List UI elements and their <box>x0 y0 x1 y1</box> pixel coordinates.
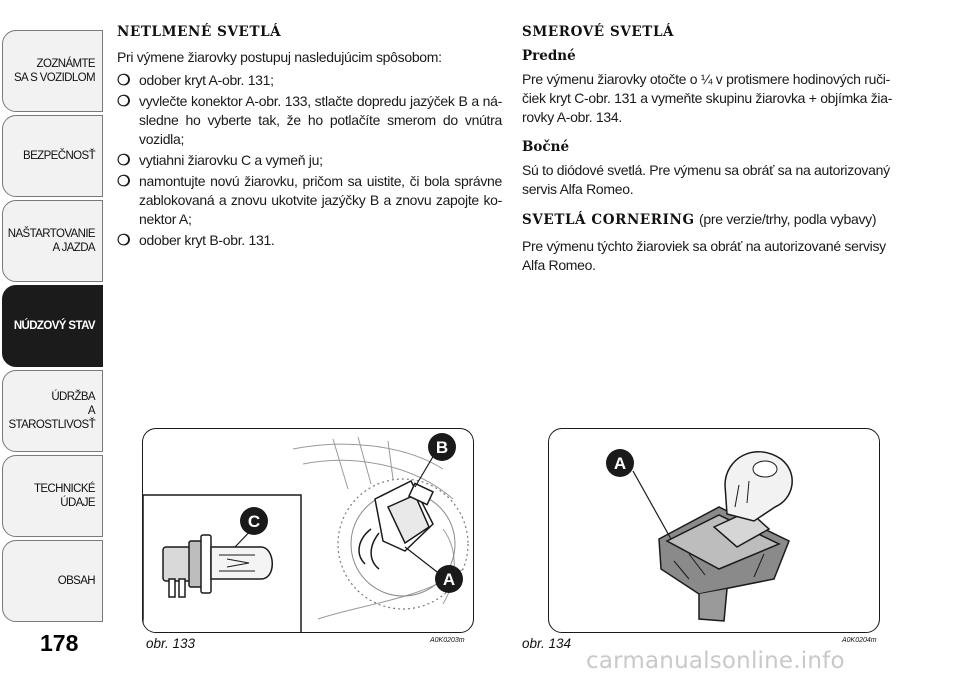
bullet-icon: ❍ <box>117 173 131 190</box>
tab-zoznamte[interactable]: ZOZNÁMTE SA S VOZIDLOM <box>2 30 103 112</box>
headlight-illustration <box>143 429 474 633</box>
svg-text:C: C <box>247 512 261 531</box>
watermark: carmanualsonline.info <box>586 648 845 674</box>
svg-text:A: A <box>613 454 627 473</box>
list-item: ❍ odober kryt A-obr. 131; <box>117 72 274 89</box>
figure-133 <box>142 428 474 633</box>
intro-text: Pri výmene žiarovky postupuj nasledujúcim spôsobom: <box>117 49 442 65</box>
figure-133-code: A0K0203m <box>430 637 465 644</box>
svg-text:A: A <box>442 570 456 589</box>
front-text: Pre výmenu žiarovky otočte o ¼ v protismere hodinových ruči-čiek kryt C-obr. 131 a vymeňte skupinu žiarovka + objímka žia-rovky A-obr. 134. <box>522 71 893 125</box>
tab-nudzovy-stav[interactable]: NÚDZOVÝ STAV <box>2 285 103 367</box>
cornering-text: Pre výmenu týchto žiaroviek sa obráť na autorizované servisy Alfa Romeo. <box>522 238 886 273</box>
bullet-icon: ❍ <box>117 93 131 110</box>
cornering-note: (pre verzie/trhy, podla vybavy) <box>699 211 877 227</box>
bullet-icon: ❍ <box>117 152 131 169</box>
side-text: Sú to diódové svetlá. Pre výmenu sa obráť sa na autorizovaný servis Alfa Romeo. <box>522 162 890 197</box>
tab-udrzba[interactable]: ÚDRŽBA A STAROSTLIVOSŤ <box>2 370 103 452</box>
tab-obsah[interactable]: OBSAH <box>2 540 103 622</box>
list-item: ❍ vyvlečte konektor A-obr. 133, stlačte dopredu jazýček B a ná-sledne ho vyberte tak, že ho potlačíte smerom do vnútra vozidla; <box>117 93 502 147</box>
section-heading-low-beam: NETLMENÉ SVETLÁ <box>117 24 282 40</box>
bullet-icon: ❍ <box>117 72 131 89</box>
tab-technicke-udaje[interactable]: TECHNICKÉ ÚDAJE <box>2 455 103 537</box>
section-heading-turn-signals: SMEROVÉ SVETLÁ <box>522 24 675 40</box>
left-column <box>117 24 502 252</box>
subheading-front: Predné <box>522 48 576 64</box>
tab-bezpecnost[interactable]: BEZPEČNOSŤ <box>2 115 103 197</box>
steps-list <box>117 71 502 250</box>
page-number: 178 <box>40 630 79 656</box>
tab-nastartovanie[interactable]: NAŠTARTOVANIE A JAZDA <box>2 200 103 282</box>
subheading-side: Bočné <box>522 139 570 155</box>
list-item: ❍ odober kryt B-obr. 131. <box>117 232 275 249</box>
list-item: ❍ namontujte novú žiarovku, pričom sa uistite, či bola správne zablokovaná a znovu ukotvite jazýčky B a znovu zapojte ko-nektor A; <box>117 173 502 227</box>
bulb-holder-illustration <box>549 429 880 633</box>
figure-133-caption: obr. 133 <box>146 636 196 651</box>
bullet-icon: ❍ <box>117 232 131 249</box>
cornering-heading-line <box>522 211 910 229</box>
figure-134 <box>548 428 880 633</box>
right-column <box>522 24 910 287</box>
figure-134-code: A0K0204m <box>842 637 877 644</box>
list-item: ❍ vytiahni žiarovku C a vymeň ju; <box>117 152 323 169</box>
figure-134-caption: obr. 134 <box>522 636 572 651</box>
svg-text:B: B <box>435 438 449 457</box>
section-heading-cornering: SVETLÁ CORNERING <box>522 212 695 228</box>
